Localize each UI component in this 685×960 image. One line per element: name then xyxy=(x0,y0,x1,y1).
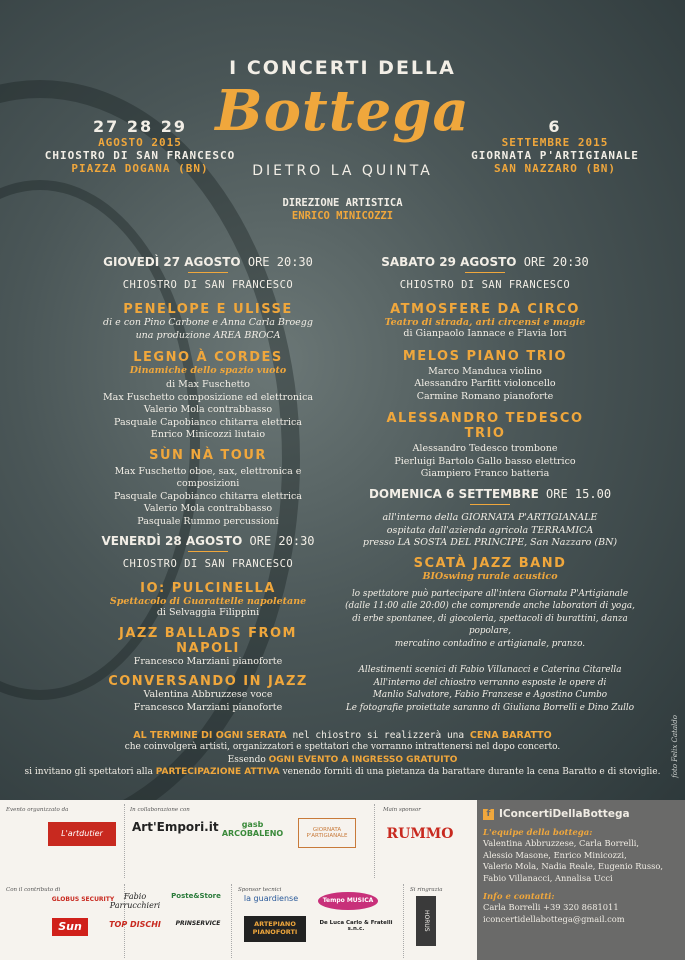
logo-fabio: Fabio Parrucchieri xyxy=(109,892,161,910)
left-days: 27 28 29 xyxy=(93,117,187,136)
show-line: di e con Pino Carbone e Anna Carla Broegg xyxy=(103,317,313,328)
right-place: SAN NAZZARO (BN) xyxy=(494,162,616,175)
logo-artdutier: L'artdutier xyxy=(48,822,116,846)
show-title: ATMOSFERE DA CIRCO xyxy=(390,302,580,317)
note-line: Allestimenti scenici di Fabio Villanacci e Caterina Citarella xyxy=(358,665,622,675)
desc-line: mercatino contadino e artigianale, pranzo. xyxy=(394,638,586,649)
logo-pianoforti: ARTEPIANO PIANOFORTI xyxy=(244,916,306,942)
footer-highlight: PARTECIPAZIONE ATTIVA xyxy=(155,767,280,777)
logo-tempo: Tempo MUSICA xyxy=(318,892,378,910)
show-line: Enrico Minicozzi liutaio xyxy=(150,429,266,440)
show-line: Valerio Mola contrabbasso xyxy=(143,503,273,514)
divider xyxy=(470,504,510,505)
show-line: Pierluigi Bartolo Gallo basso elettrico xyxy=(394,455,576,467)
team-line: Alessio Masone, Enrico Minicozzi, xyxy=(483,849,627,860)
divider xyxy=(188,551,228,552)
intro-line: ospitata dall'azienda agricola TERRAMICA xyxy=(386,524,594,536)
contact-email[interactable]: iconcertidellabottega@gmail.com xyxy=(483,913,625,924)
logo-artempori: Art'Empori.it xyxy=(132,820,219,834)
show-title: SCATÀ JAZZ BAND xyxy=(413,555,567,571)
logo-laguardiense: la guardiense xyxy=(243,894,299,903)
day-name: SABATO 29 AGOSTO xyxy=(381,255,517,269)
left-place: PIAZZA DOGANA (BN) xyxy=(71,162,209,175)
show-line: Carmine Romano pianoforte xyxy=(416,390,554,402)
show-line: Alessandro Tedesco trombone xyxy=(412,443,558,454)
footer-highlight: AL TERMINE DI OGNI SERATA xyxy=(133,730,287,741)
note-line: Manlio Salvatore, Fabio Franzese e Agostino Cumbo xyxy=(372,690,608,700)
left-venue: CHIOSTRO DI SAN FRANCESCO xyxy=(44,149,236,162)
direction-label: DIREZIONE ARTISTICA xyxy=(282,197,403,209)
show-title: SÙN NÀ TOUR xyxy=(149,447,267,463)
sabato-section xyxy=(365,255,605,481)
show-line: Max Fuschetto composizione ed elettronica xyxy=(102,391,314,403)
show-subtitle: Dinamiche dello spazio vuoto xyxy=(129,365,287,376)
sponsor-label: Evento organizzato da xyxy=(6,807,69,813)
show-title: IO: PULCINELLA xyxy=(140,581,276,596)
day-time: ORE 20:30 xyxy=(249,534,315,548)
domenica-section xyxy=(340,487,640,714)
footer-notes xyxy=(0,730,685,779)
facebook-handle: IConcertiDellaBottega xyxy=(499,808,630,820)
header-subtitle: DIETRO LA QUINTA xyxy=(252,163,433,179)
show-line: Max Fuschetto oboe, sax, elettronica e composizioni xyxy=(114,465,302,489)
logo-partigianale: GIORNATA P'ARTIGIANALE xyxy=(298,818,356,848)
logo-rummo: RUMMO xyxy=(386,826,454,842)
sponsor-label: Sponsor tecnici xyxy=(238,887,282,893)
header-title: Bottega xyxy=(215,78,470,144)
info-panel xyxy=(477,800,685,960)
show-subtitle: Teatro di strada, arti circensi e magie xyxy=(384,317,586,328)
footer-text: si invitano gli spettatori alla xyxy=(24,767,153,777)
show-line: Valerio Mola contrabbasso xyxy=(143,404,273,415)
intro-line: all'interno della GIORNATA P'ARTIGIANALE xyxy=(382,512,598,523)
show-line: Pasquale Rummo percussioni xyxy=(137,515,279,527)
day-name: VENERDÌ 28 AGOSTO xyxy=(101,534,243,548)
day-venue: CHIOSTRO DI SAN FRANCESCO xyxy=(122,279,294,291)
show-line: Pasquale Capobianco chitarra elettrica xyxy=(114,490,302,502)
team-line: Valentina Abbruzzese, Carla Borrelli, xyxy=(483,838,640,848)
show-title: LEGNO À CORDES xyxy=(133,350,283,365)
show-line: Pasquale Capobianco chitarra elettrica xyxy=(114,416,302,428)
day-time: ORE 15.00 xyxy=(546,487,612,501)
show-title: PENELOPE E ULISSE xyxy=(123,302,293,317)
logo-sun: Sun xyxy=(52,918,88,936)
contact-phone: Carla Borrelli +39 320 8681011 xyxy=(483,902,619,912)
sponsor-label: Main sponsor xyxy=(383,807,421,813)
facebook-tag[interactable] xyxy=(483,808,679,820)
show-line: Marco Manduca violino xyxy=(428,365,542,377)
right-dates xyxy=(455,117,655,175)
logo-globus: GLOBUS SECURITY xyxy=(51,896,115,903)
divider xyxy=(188,272,228,273)
show-line: Francesco Marziani pianoforte xyxy=(133,655,283,667)
footer-text: Essendo xyxy=(227,754,266,765)
show-title: MELOS PIANO TRIO xyxy=(402,348,568,364)
day-time: ORE 20:30 xyxy=(247,255,313,269)
show-title: ALESSANDRO TEDESCO TRIO xyxy=(386,411,584,441)
venerdi-section xyxy=(88,534,328,714)
day-venue: CHIOSTRO DI SAN FRANCESCO xyxy=(399,279,571,291)
day-time: ORE 20:30 xyxy=(523,255,589,269)
show-line: Giampiero Franco batteria xyxy=(420,468,550,479)
giovedi-section xyxy=(88,255,328,528)
sponsor-label: Con il contributo di xyxy=(6,887,61,893)
footer-highlight: OGNI EVENTO A INGRESSO GRATUITO xyxy=(268,754,458,765)
logo-topdischi: TOP DISCHI xyxy=(109,920,161,929)
logo-gasb: gasb ARCOBALENO xyxy=(221,820,284,838)
footer-highlight: CENA BARATTO xyxy=(469,730,552,741)
show-title: JAZZ BALLADS FROM NAPOLI xyxy=(119,625,297,656)
show-line: di Gianpaolo Iannace e Flavia Iori xyxy=(403,328,567,339)
sponsor-label: In collaborazione con xyxy=(130,807,190,813)
show-line: di Max Fuschetto xyxy=(166,379,250,390)
sponsor-strip xyxy=(0,800,477,960)
show-line: una produzione AREA BROCA xyxy=(135,329,281,341)
footer-text: nel chiostro si realizzerà una xyxy=(292,730,465,741)
show-subtitle: Spettacolo di Guarattelle napoletane xyxy=(109,596,307,607)
right-month: SETTEMBRE 2015 xyxy=(501,136,609,149)
show-line: Valentina Abbruzzese voce xyxy=(143,689,273,700)
footer-text: venendo forniti di una pietanza da barattare durante la cena Baratto e di stoviglie. xyxy=(282,767,661,777)
logo-priservice: PRINSERVICE xyxy=(175,920,221,927)
note-line: All'interno del chiostro verranno esposte le opere di xyxy=(373,677,607,688)
day-name: DOMENICA 6 SETTEMBRE xyxy=(368,487,539,501)
intro-line: presso LA SOSTA DEL PRINCIPE, San Nazzaro (BN) xyxy=(362,537,618,548)
show-title: CONVERSANDO IN JAZZ xyxy=(108,674,308,689)
team-heading: L'equipe della bottega: xyxy=(483,828,593,838)
left-dates xyxy=(40,117,240,175)
sponsor-label: Si ringrazia xyxy=(410,887,443,893)
show-line: Francesco Marziani pianoforte xyxy=(133,701,283,713)
show-line: di Selvaggia Filippini xyxy=(156,607,260,618)
show-line: Alessandro Parfitt violoncello xyxy=(414,378,556,389)
desc-line: di erbe spontanee, di giocoleria, spettacoli di burattini, danza popolare, xyxy=(352,613,628,636)
logo-deluca: De Luca Carlo & Fratelli s.n.c. xyxy=(319,920,393,932)
footer-text: che coinvolgerà artisti, organizzatori e spettatori che vorranno intrattenersi nel dopo concerto. xyxy=(124,742,561,752)
desc-line: lo spettatore può partecipare all'intera Giornata P'Artigianale xyxy=(351,588,629,599)
left-month: AGOSTO 2015 xyxy=(98,136,182,149)
logo-poste: Poste&Store xyxy=(171,892,221,900)
day-venue: CHIOSTRO DI SAN FRANCESCO xyxy=(122,558,294,570)
logo-horus: HORUS xyxy=(416,896,436,946)
director-name: ENRICO MINICOZZI xyxy=(291,210,394,222)
right-venue: GIORNATA P'ARTIGIANALE xyxy=(471,149,639,162)
divider xyxy=(465,272,505,273)
header-kicker: I CONCERTI DELLA xyxy=(229,57,456,79)
note-line: Le fotografie proiettate saranno di Giuliana Borrelli e Dino Zullo xyxy=(345,702,635,713)
show-subtitle: BIOswing rurale acustico xyxy=(422,570,558,582)
right-day: 6 xyxy=(548,117,562,136)
team-line: Valerio Mola, Nadia Reale, Eugenio Russo, xyxy=(483,861,664,871)
team-line: Fabio Villanacci, Annalisa Ucci xyxy=(483,872,613,883)
day-name: GIOVEDÌ 27 AGOSTO xyxy=(103,255,241,269)
contact-heading: Info e contatti: xyxy=(483,892,555,902)
desc-line: (dalle 11:00 alle 20:00) che comprende anche laboratori di yoga, xyxy=(345,601,635,611)
photo-credit: foto Felix Cataldo xyxy=(671,715,679,778)
facebook-icon: f xyxy=(483,809,494,820)
